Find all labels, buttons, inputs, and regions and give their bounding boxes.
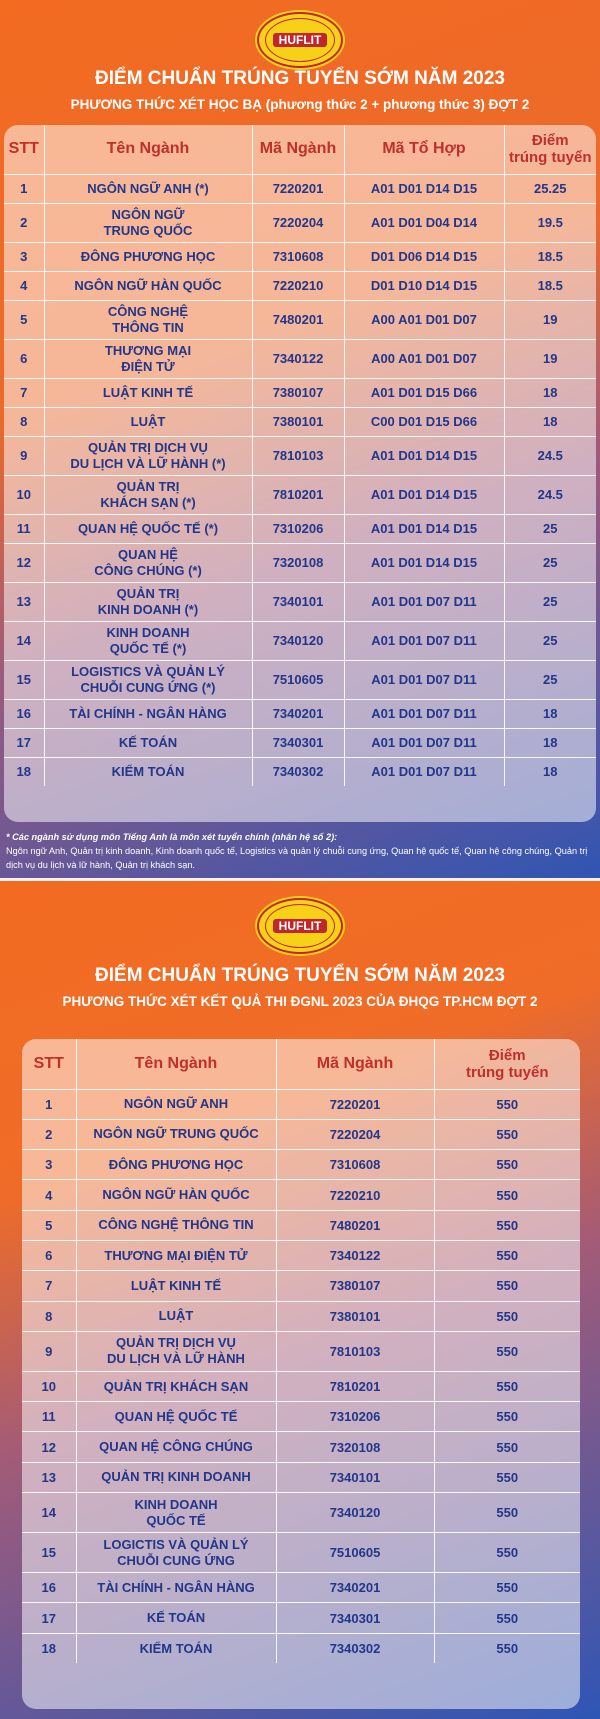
row-ten-nganh-line1: TÀI CHÍNH - NGÂN HÀNG — [69, 705, 227, 721]
row-diem: 25.25 — [504, 174, 596, 203]
row-diem: 550 — [434, 1493, 580, 1533]
section1-title: ĐIỂM CHUẨN TRÚNG TUYỂN SỚM NĂM 2023 — [95, 68, 505, 89]
row-diem: 550 — [434, 1371, 580, 1401]
row-ten-nganh-line1: QUAN HỆ QUỐC TẾ (*) — [77, 520, 219, 536]
row-ten-nganh — [76, 1633, 276, 1663]
table-row — [4, 543, 596, 582]
row-stt: 10 — [22, 1371, 76, 1401]
row-ma-nganh: 7340120 — [276, 1493, 434, 1533]
row-ma-to-hop: A01 D01 D07 D11 — [344, 582, 504, 621]
row-diem: 18.5 — [504, 271, 596, 300]
table-row — [22, 1603, 580, 1633]
row-ma-nganh: 7380101 — [276, 1301, 434, 1331]
row-ten-nganh-line2: CHUỖI CUNG ỨNG (*) — [80, 679, 216, 695]
row-ma-nganh: 7340101 — [276, 1462, 434, 1492]
row-stt: 8 — [4, 407, 44, 436]
row-ten-nganh — [44, 339, 252, 378]
row-ten-nganh — [44, 378, 252, 407]
row-diem: 25 — [504, 514, 596, 543]
row-ten-nganh-line2: CÔNG CHÚNG (*) — [94, 562, 202, 578]
row-ten-nganh — [44, 582, 252, 621]
row-ma-nganh: 7810201 — [252, 475, 344, 514]
row-ten-nganh-line1: QUAN HỆ CÔNG CHÚNG — [99, 1439, 253, 1455]
row-ten-nganh-line1: QUẢN TRỊ KHÁCH SẠN — [103, 1378, 249, 1394]
table-row — [22, 1210, 580, 1240]
row-ten-nganh-line1: NGÔN NGỮ HÀN QUỐC — [74, 277, 222, 293]
table-row — [22, 1301, 580, 1331]
row-ten-nganh-line1: KINH DOANH — [134, 1496, 218, 1512]
row-stt: 3 — [22, 1150, 76, 1180]
row-ten-nganh-line1: CÔNG NGHỆ — [107, 303, 189, 319]
row-ma-to-hop: A01 D01 D07 D11 — [344, 621, 504, 660]
row-diem: 25 — [504, 543, 596, 582]
row-ma-to-hop: D01 D06 D14 D15 — [344, 242, 504, 271]
table-row — [4, 514, 596, 543]
row-ten-nganh — [44, 203, 252, 242]
row-ten-nganh — [44, 242, 252, 271]
row-diem: 18 — [504, 407, 596, 436]
table-row — [4, 203, 596, 242]
row-ten-nganh-line1: LUẬT — [158, 1308, 194, 1324]
table-row — [22, 1402, 580, 1432]
header-diem-l2: trúng tuyển — [509, 149, 592, 167]
row-ma-to-hop: A01 D01 D14 D15 — [344, 543, 504, 582]
row-ma-nganh: 7380107 — [252, 378, 344, 407]
table-row — [4, 475, 596, 514]
section2-title: ĐIỂM CHUẨN TRÚNG TUYỂN SỚM NĂM 2023 — [95, 965, 505, 986]
row-ma-nganh: 7510605 — [252, 660, 344, 699]
table-row — [22, 1240, 580, 1270]
row-ma-nganh: 7380101 — [252, 407, 344, 436]
row-ma-to-hop: A01 D01 D07 D11 — [344, 660, 504, 699]
row-stt: 11 — [4, 514, 44, 543]
row-ten-nganh — [44, 514, 252, 543]
row-ten-nganh — [44, 757, 252, 786]
logo-text-2: HUFLIT — [273, 919, 327, 933]
row-stt: 18 — [22, 1633, 76, 1663]
table-row — [4, 300, 596, 339]
row-ten-nganh — [44, 271, 252, 300]
row-diem: 550 — [434, 1462, 580, 1492]
row-stt: 9 — [4, 436, 44, 475]
row-stt: 17 — [4, 728, 44, 757]
row-diem: 550 — [434, 1089, 580, 1119]
row-ma-nganh: 7220201 — [252, 174, 344, 203]
row-ma-nganh: 7340101 — [252, 582, 344, 621]
row-ten-nganh — [76, 1240, 276, 1270]
row-ma-nganh: 7340122 — [276, 1240, 434, 1270]
row-ma-nganh: 7220204 — [276, 1119, 434, 1149]
header2-ma-nganh: Mã Ngành — [276, 1039, 434, 1089]
row-diem: 25 — [504, 621, 596, 660]
table-row — [4, 582, 596, 621]
row-stt: 11 — [22, 1402, 76, 1432]
row-diem: 550 — [434, 1533, 580, 1573]
table-row — [22, 1089, 580, 1119]
row-ten-nganh — [44, 728, 252, 757]
row-ten-nganh — [76, 1462, 276, 1492]
row-stt: 6 — [4, 339, 44, 378]
table-row — [4, 436, 596, 475]
row-diem: 550 — [434, 1402, 580, 1432]
row-stt: 12 — [4, 543, 44, 582]
row-ten-nganh-line1: LUẬT KINH TẾ — [130, 1277, 222, 1293]
row-ten-nganh-line2: TRUNG QUỐC — [103, 222, 193, 238]
table-row — [22, 1493, 580, 1533]
row-stt: 1 — [22, 1089, 76, 1119]
row-ma-to-hop: A00 A01 D01 D07 — [344, 339, 504, 378]
row-ten-nganh-line2: QUỐC TẾ (*) — [109, 640, 187, 656]
table-row — [4, 757, 596, 786]
table-row — [22, 1462, 580, 1492]
row-stt: 12 — [22, 1432, 76, 1462]
row-ma-to-hop: A01 D01 D14 D15 — [344, 436, 504, 475]
row-stt: 18 — [4, 757, 44, 786]
row-ma-to-hop: A01 D01 D07 D11 — [344, 699, 504, 728]
row-ten-nganh — [44, 621, 252, 660]
row-diem: 550 — [434, 1271, 580, 1301]
row-diem: 550 — [434, 1119, 580, 1149]
row-ten-nganh-line1: LOGISTICS VÀ QUẢN LÝ — [71, 663, 225, 679]
header-diem-l1: Điểm — [531, 132, 569, 150]
row-diem: 550 — [434, 1432, 580, 1462]
row-ten-nganh-line1: KẾ TOÁN — [146, 1610, 206, 1625]
section2-table-card — [22, 1039, 580, 1709]
table-row — [22, 1371, 580, 1401]
row-ten-nganh — [76, 1402, 276, 1432]
row-stt: 2 — [22, 1119, 76, 1149]
table-row — [22, 1180, 580, 1210]
row-ma-to-hop: A01 D01 D07 D11 — [344, 757, 504, 786]
row-ten-nganh — [44, 407, 252, 436]
row-ten-nganh-line1: QUẢN TRỊ DỊCH VỤ — [88, 439, 208, 455]
row-stt: 7 — [4, 378, 44, 407]
row-ten-nganh-line1: LUẬT KINH TẾ — [102, 384, 194, 400]
row-diem: 25 — [504, 582, 596, 621]
row-diem: 550 — [434, 1301, 580, 1331]
row-stt: 8 — [22, 1301, 76, 1331]
row-stt: 6 — [22, 1240, 76, 1270]
row-stt: 5 — [22, 1210, 76, 1240]
row-ten-nganh-line1: KINH DOANH — [106, 624, 190, 640]
section2-subtitle: PHƯƠNG THỨC XÉT KẾT QUẢ THI ĐGNL 2023 CỦA ĐHQG TP.HCM ĐỢT 2 — [62, 994, 538, 1009]
logo-text: HUFLIT — [273, 33, 327, 47]
row-ma-nganh: 7340302 — [252, 757, 344, 786]
header-ma-to-hop: Mã Tổ Hợp — [344, 125, 504, 174]
note-heading: * Các ngành sử dụng môn Tiếng Anh là môn xét tuyển chính (nhân hệ số 2): — [6, 832, 338, 842]
row-stt: 9 — [22, 1331, 76, 1371]
row-ten-nganh — [76, 1573, 276, 1603]
row-ma-nganh: 7340302 — [276, 1633, 434, 1663]
section1-note — [6, 830, 596, 872]
header2-diem-l1: Điểm — [488, 1046, 526, 1064]
row-ten-nganh-line1: KIỂM TOÁN — [111, 763, 185, 779]
row-ten-nganh-line1: CÔNG NGHỆ THÔNG TIN — [98, 1217, 254, 1233]
row-ma-nganh: 7340301 — [252, 728, 344, 757]
row-ten-nganh — [76, 1150, 276, 1180]
row-diem: 550 — [434, 1633, 580, 1663]
table-row — [22, 1331, 580, 1371]
row-ten-nganh-line2: CHUỖI CUNG ỨNG — [117, 1552, 235, 1568]
row-stt: 15 — [4, 660, 44, 699]
row-ten-nganh-line2: KINH DOANH (*) — [97, 601, 199, 617]
row-diem: 18 — [504, 757, 596, 786]
table-row — [22, 1432, 580, 1462]
row-ten-nganh-line1: NGÔN NGỮ TRUNG QUỐC — [93, 1126, 259, 1142]
row-ma-nganh: 7340122 — [252, 339, 344, 378]
row-ten-nganh — [44, 174, 252, 203]
row-ma-nganh: 7810103 — [252, 436, 344, 475]
row-ma-nganh: 7320108 — [252, 543, 344, 582]
row-ten-nganh-line1: ĐÔNG PHƯƠNG HỌC — [80, 248, 216, 264]
table-row — [22, 1573, 580, 1603]
header-diem — [504, 125, 596, 174]
row-ten-nganh — [76, 1119, 276, 1149]
row-ten-nganh-line2: DU LỊCH VÀ LỮ HÀNH (*) — [70, 455, 226, 471]
row-diem: 18 — [504, 699, 596, 728]
row-ma-to-hop: C00 D01 D15 D66 — [344, 407, 504, 436]
row-ten-nganh — [44, 699, 252, 728]
row-ten-nganh — [76, 1493, 276, 1533]
row-ten-nganh — [76, 1331, 276, 1371]
row-ten-nganh-line1: NGÔN NGỮ — [111, 206, 185, 222]
row-diem: 24.5 — [504, 436, 596, 475]
section2-table — [22, 1039, 580, 1663]
row-stt: 7 — [22, 1271, 76, 1301]
table-row — [4, 660, 596, 699]
table-row — [4, 407, 596, 436]
row-ten-nganh-line1: QUẢN TRỊ KINH DOANH — [101, 1469, 251, 1485]
row-ten-nganh-line1: LOGICTIS VÀ QUẢN LÝ — [103, 1536, 249, 1552]
row-diem: 19 — [504, 300, 596, 339]
row-ten-nganh — [76, 1432, 276, 1462]
row-diem: 550 — [434, 1150, 580, 1180]
row-ten-nganh — [76, 1271, 276, 1301]
note-body: Ngôn ngữ Anh, Quản trị kinh doanh, Kinh doanh quốc tế, Logistics và quản lý chuỗi cung ứng, Quan hệ quốc tế, Quan hệ công chúng, Quản trị dịch vụ du lịch và lữ hành, Quản trị khách sạn. — [6, 846, 588, 870]
table-row — [22, 1119, 580, 1149]
huflit-logo-2 — [257, 898, 343, 954]
table-row — [4, 271, 596, 300]
row-ten-nganh — [76, 1603, 276, 1633]
row-ten-nganh-line1: QUAN HỆ — [118, 546, 178, 562]
row-ma-nganh: 7310206 — [252, 514, 344, 543]
row-ten-nganh — [76, 1371, 276, 1401]
row-stt: 15 — [22, 1533, 76, 1573]
row-stt: 16 — [4, 699, 44, 728]
row-ten-nganh — [76, 1210, 276, 1240]
row-ten-nganh-line1: KẾ TOÁN — [118, 734, 178, 750]
row-diem: 550 — [434, 1331, 580, 1371]
row-stt: 5 — [4, 300, 44, 339]
row-diem: 550 — [434, 1240, 580, 1270]
row-ma-nganh: 7220210 — [252, 271, 344, 300]
row-ma-nganh: 7220201 — [276, 1089, 434, 1119]
row-stt: 14 — [4, 621, 44, 660]
row-ten-nganh-line1: NGÔN NGỮ ANH (*) — [87, 180, 209, 196]
row-diem: 18 — [504, 728, 596, 757]
row-ten-nganh — [44, 660, 252, 699]
header2-diem-l2: trúng tuyển — [466, 1063, 549, 1081]
row-ma-to-hop: A01 D01 D14 D15 — [344, 174, 504, 203]
row-stt: 14 — [22, 1493, 76, 1533]
row-ten-nganh-line1: TÀI CHÍNH - NGÂN HÀNG — [97, 1579, 255, 1595]
table-row — [4, 728, 596, 757]
row-ten-nganh — [76, 1089, 276, 1119]
header2-diem — [434, 1039, 580, 1089]
table-row — [4, 242, 596, 271]
row-ten-nganh-line1: QUẢN TRỊ — [116, 585, 180, 601]
row-ma-nganh: 7340120 — [252, 621, 344, 660]
row-ma-nganh: 7480201 — [276, 1210, 434, 1240]
row-ma-to-hop: A01 D01 D14 D15 — [344, 514, 504, 543]
row-stt: 10 — [4, 475, 44, 514]
row-ma-to-hop: A01 D01 D04 D14 — [344, 203, 504, 242]
table-row — [4, 378, 596, 407]
row-ma-nganh: 7340301 — [276, 1603, 434, 1633]
table-row — [4, 174, 596, 203]
row-ten-nganh — [44, 543, 252, 582]
row-diem: 550 — [434, 1603, 580, 1633]
huflit-logo — [257, 12, 343, 68]
row-ten-nganh-line2: ĐIỆN TỬ — [121, 358, 175, 374]
panel-dgnl — [0, 881, 600, 1719]
row-diem: 550 — [434, 1210, 580, 1240]
row-diem: 18 — [504, 378, 596, 407]
row-ma-to-hop: A01 D01 D15 D66 — [344, 378, 504, 407]
header-ma-nganh: Mã Ngành — [252, 125, 344, 174]
header2-stt: STT — [33, 1054, 64, 1072]
row-ma-nganh: 7310608 — [252, 242, 344, 271]
row-stt: 1 — [4, 174, 44, 203]
row-ten-nganh-line1: KIỂM TOÁN — [139, 1640, 213, 1656]
row-ma-nganh: 7340201 — [252, 699, 344, 728]
row-stt: 2 — [4, 203, 44, 242]
row-ten-nganh-line1: NGÔN NGỮ HÀN QUỐC — [102, 1187, 250, 1203]
row-ten-nganh-line1: THƯƠNG MẠI — [104, 342, 192, 358]
row-ten-nganh — [76, 1301, 276, 1331]
row-stt: 4 — [22, 1180, 76, 1210]
row-diem: 19 — [504, 339, 596, 378]
row-ten-nganh — [44, 300, 252, 339]
row-ma-nganh: 7480201 — [252, 300, 344, 339]
row-ten-nganh — [76, 1180, 276, 1210]
row-diem: 550 — [434, 1180, 580, 1210]
row-diem: 25 — [504, 660, 596, 699]
row-stt: 3 — [4, 242, 44, 271]
row-stt: 16 — [22, 1573, 76, 1603]
table-row — [22, 1633, 580, 1663]
row-ma-nganh: 7810103 — [276, 1331, 434, 1371]
row-ten-nganh-line2: QUỐC TẾ — [146, 1512, 206, 1528]
row-stt: 17 — [22, 1603, 76, 1633]
row-stt: 4 — [4, 271, 44, 300]
row-ten-nganh — [44, 436, 252, 475]
row-ma-nganh: 7810201 — [276, 1371, 434, 1401]
row-ten-nganh-line1: ĐÔNG PHƯƠNG HỌC — [108, 1156, 244, 1172]
row-ten-nganh-line1: THƯƠNG MẠI ĐIỆN TỬ — [104, 1247, 248, 1263]
row-diem: 550 — [434, 1573, 580, 1603]
row-ma-nganh: 7310608 — [276, 1150, 434, 1180]
row-ma-nganh: 7220210 — [276, 1180, 434, 1210]
table-row — [4, 339, 596, 378]
row-diem: 19.5 — [504, 203, 596, 242]
row-ten-nganh-line1: QUẢN TRỊ — [116, 478, 180, 494]
header-stt: STT — [8, 140, 39, 158]
row-ma-nganh: 7340201 — [276, 1573, 434, 1603]
row-ma-to-hop: A00 A01 D01 D07 — [344, 300, 504, 339]
row-ten-nganh-line2: DU LỊCH VÀ LỮ HÀNH — [107, 1351, 245, 1367]
row-ma-nganh: 7380107 — [276, 1271, 434, 1301]
row-ten-nganh — [76, 1533, 276, 1573]
section1-subtitle: PHƯƠNG THỨC XÉT HỌC BẠ (phương thức 2 + phương thức 3) ĐỢT 2 — [70, 97, 530, 112]
header2-ten-nganh: Tên Ngành — [76, 1039, 276, 1089]
row-ma-nganh: 7310206 — [276, 1402, 434, 1432]
table-row — [4, 621, 596, 660]
row-ma-to-hop: A01 D01 D07 D11 — [344, 728, 504, 757]
row-diem: 24.5 — [504, 475, 596, 514]
row-ten-nganh-line1: LUẬT — [130, 413, 166, 429]
row-ten-nganh — [44, 475, 252, 514]
section1-table-card — [4, 125, 596, 822]
table-row — [22, 1150, 580, 1180]
table-row — [22, 1533, 580, 1573]
row-ten-nganh-line1: QUAN HỆ QUỐC TẾ — [114, 1408, 238, 1424]
table-row — [4, 699, 596, 728]
row-ten-nganh-line2: KHÁCH SẠN (*) — [100, 494, 196, 510]
table-row — [22, 1271, 580, 1301]
section1-table — [4, 125, 596, 786]
row-ten-nganh-line2: THÔNG TIN — [112, 319, 184, 335]
row-stt: 13 — [22, 1462, 76, 1492]
header-ten-nganh: Tên Ngành — [44, 125, 252, 174]
row-diem: 18.5 — [504, 242, 596, 271]
row-ten-nganh-line1: NGÔN NGỮ ANH — [123, 1096, 229, 1112]
row-ma-nganh: 7320108 — [276, 1432, 434, 1462]
row-ma-nganh: 7220204 — [252, 203, 344, 242]
row-ma-to-hop: D01 D10 D14 D15 — [344, 271, 504, 300]
row-ma-to-hop: A01 D01 D14 D15 — [344, 475, 504, 514]
row-stt: 13 — [4, 582, 44, 621]
row-ma-nganh: 7510605 — [276, 1533, 434, 1573]
row-ten-nganh-line1: QUẢN TRỊ DỊCH VỤ — [116, 1335, 236, 1351]
